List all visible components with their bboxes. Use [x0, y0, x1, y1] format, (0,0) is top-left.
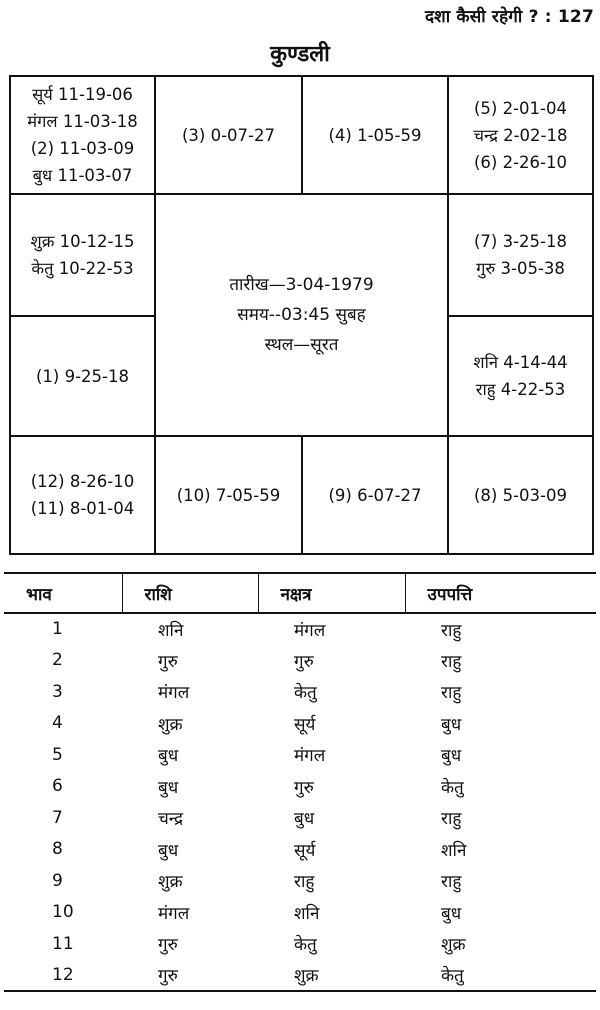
kundli-cell-4: [447, 75, 594, 195]
kundli-center-details: [154, 193, 449, 437]
chart-title: कुण्डली: [270, 42, 330, 67]
header-bhav: भाव: [4, 573, 122, 613]
kundli-cell-10: [154, 435, 303, 555]
cell-rashi: शुक्र: [158, 714, 183, 735]
kundli-line: (7) 3-25-18: [473, 232, 567, 251]
kundli-line: (4) 1-05-59: [328, 125, 422, 145]
kundli-line: (8) 5-03-09: [473, 485, 567, 505]
kundli-chart: [9, 75, 594, 555]
kundli-line: राहु 4-22-53: [475, 380, 566, 399]
kundli-line: मंगल 11-03-18: [27, 112, 138, 131]
cell-upapatti: राहु: [441, 809, 462, 830]
table-row: [4, 676, 596, 708]
birth-place: स्थल—सूरत: [264, 335, 339, 355]
cell-bhav: 6: [52, 776, 63, 797]
kundli-line: सूर्य 11-19-06: [32, 85, 133, 104]
cell-upapatti: राहु: [441, 620, 462, 641]
cell-rashi: गुरु: [158, 651, 178, 672]
kundli-line: (5) 2-01-04: [473, 98, 567, 118]
cell-bhav: 8: [52, 839, 63, 860]
header-upapatti: उपपत्ति: [405, 573, 596, 613]
kundli-cell-2: [154, 75, 303, 195]
table-row: [4, 928, 596, 960]
kundli-line: केतु 10-22-53: [31, 259, 134, 278]
kundli-line: गुरु 3-05-38: [476, 259, 565, 278]
cell-rashi: शुक्र: [158, 872, 183, 893]
cell-rashi: मंगल: [158, 683, 190, 704]
running-header: दशा कैसी रहेगी ? : 127: [424, 7, 594, 27]
table-row: [4, 771, 596, 803]
kundli-line: चन्द्र 2-02-18: [473, 125, 568, 145]
kundli-line: (9) 6-07-27: [328, 485, 422, 505]
cell-upapatti: राहु: [441, 651, 462, 672]
kundli-cell-12: [447, 435, 594, 555]
cell-nakshatra: सूर्य: [294, 714, 316, 735]
cell-upapatti: केतु: [405, 960, 596, 992]
cell-bhav: 1: [52, 619, 63, 640]
cell-rashi: शनि: [158, 620, 184, 641]
kundli-cell-8: [447, 315, 594, 437]
table-row: [4, 613, 596, 645]
kundli-line: (2) 11-03-09: [30, 139, 135, 158]
cell-nakshatra: शनि: [294, 903, 320, 924]
cell-nakshatra: गुरु: [294, 777, 314, 798]
cell-upapatti: राहु: [441, 872, 462, 893]
table-row: [4, 865, 596, 897]
header-nakshatra: नक्षत्र: [258, 573, 405, 613]
kundli-cell-11: [301, 435, 449, 555]
cell-nakshatra: केतु: [294, 683, 317, 704]
cell-upapatti: बुध: [441, 714, 462, 735]
cell-upapatti: शुक्र: [441, 935, 466, 956]
kundli-line: (10) 7-05-59: [176, 485, 281, 505]
cell-nakshatra: सूर्य: [294, 840, 316, 861]
table-header-row: [4, 573, 596, 613]
table-row: [4, 960, 596, 992]
table-row: [4, 834, 596, 866]
cell-nakshatra: मंगल: [294, 746, 326, 767]
cell-bhav: 12: [4, 960, 122, 992]
cell-bhav: 10: [52, 902, 74, 923]
cell-rashi: बुध: [158, 746, 179, 767]
kundli-line: शुक्र 10-12-15: [30, 232, 135, 251]
cell-rashi: बुध: [158, 777, 179, 798]
cell-bhav: 4: [52, 713, 63, 734]
cell-rashi: चन्द्र: [158, 809, 184, 830]
kundli-cell-3: [301, 75, 449, 195]
cell-rashi: गुरु: [122, 960, 258, 992]
cell-nakshatra: राहु: [294, 872, 315, 893]
kundli-line: (1) 9-25-18: [35, 366, 129, 386]
cell-upapatti: बुध: [441, 746, 462, 767]
kundli-line: बुध 11-03-07: [32, 166, 133, 185]
cell-upapatti: शनि: [441, 840, 467, 861]
cell-rashi: मंगल: [158, 903, 190, 924]
cell-upapatti: राहु: [441, 683, 462, 704]
kundli-cell-1: [9, 75, 156, 195]
kundli-cell-7: [9, 315, 156, 437]
kundli-line: शनि 4-14-44: [473, 353, 568, 372]
birth-time: समय--03:45 सुबह: [237, 305, 366, 325]
cell-bhav: 7: [52, 807, 63, 828]
kundli-cell-5: [9, 193, 156, 317]
cell-bhav: 11: [52, 933, 74, 954]
cell-bhav: 2: [52, 650, 63, 671]
table-row: [4, 802, 596, 834]
cell-upapatti: बुध: [441, 903, 462, 924]
kundli-line: (11) 8-01-04: [30, 499, 135, 518]
kundli-cell-9: [9, 435, 156, 555]
cell-rashi: गुरु: [158, 935, 178, 956]
cell-nakshatra: शुक्र: [258, 960, 405, 992]
table-row: [4, 897, 596, 929]
cell-bhav: 5: [52, 744, 63, 765]
kundli-line: (3) 0-07-27: [181, 125, 275, 145]
cell-nakshatra: गुरु: [294, 651, 314, 672]
cell-rashi: बुध: [158, 840, 179, 861]
cell-bhav: 9: [52, 870, 63, 891]
table-row: [4, 739, 596, 771]
table-row: [4, 645, 596, 677]
kundli-line: (6) 2-26-10: [473, 152, 567, 172]
header-rashi: राशि: [122, 573, 258, 613]
kundli-line: (12) 8-26-10: [30, 472, 135, 491]
cell-nakshatra: बुध: [294, 809, 315, 830]
kundli-cell-6: [447, 193, 594, 317]
table-row: [4, 708, 596, 740]
cell-upapatti: केतु: [441, 777, 464, 798]
bhav-table: [4, 572, 596, 992]
cell-nakshatra: केतु: [294, 935, 317, 956]
cell-nakshatra: मंगल: [294, 620, 326, 641]
cell-bhav: 3: [52, 681, 63, 702]
birth-date: तारीख—3-04-1979: [229, 275, 374, 295]
